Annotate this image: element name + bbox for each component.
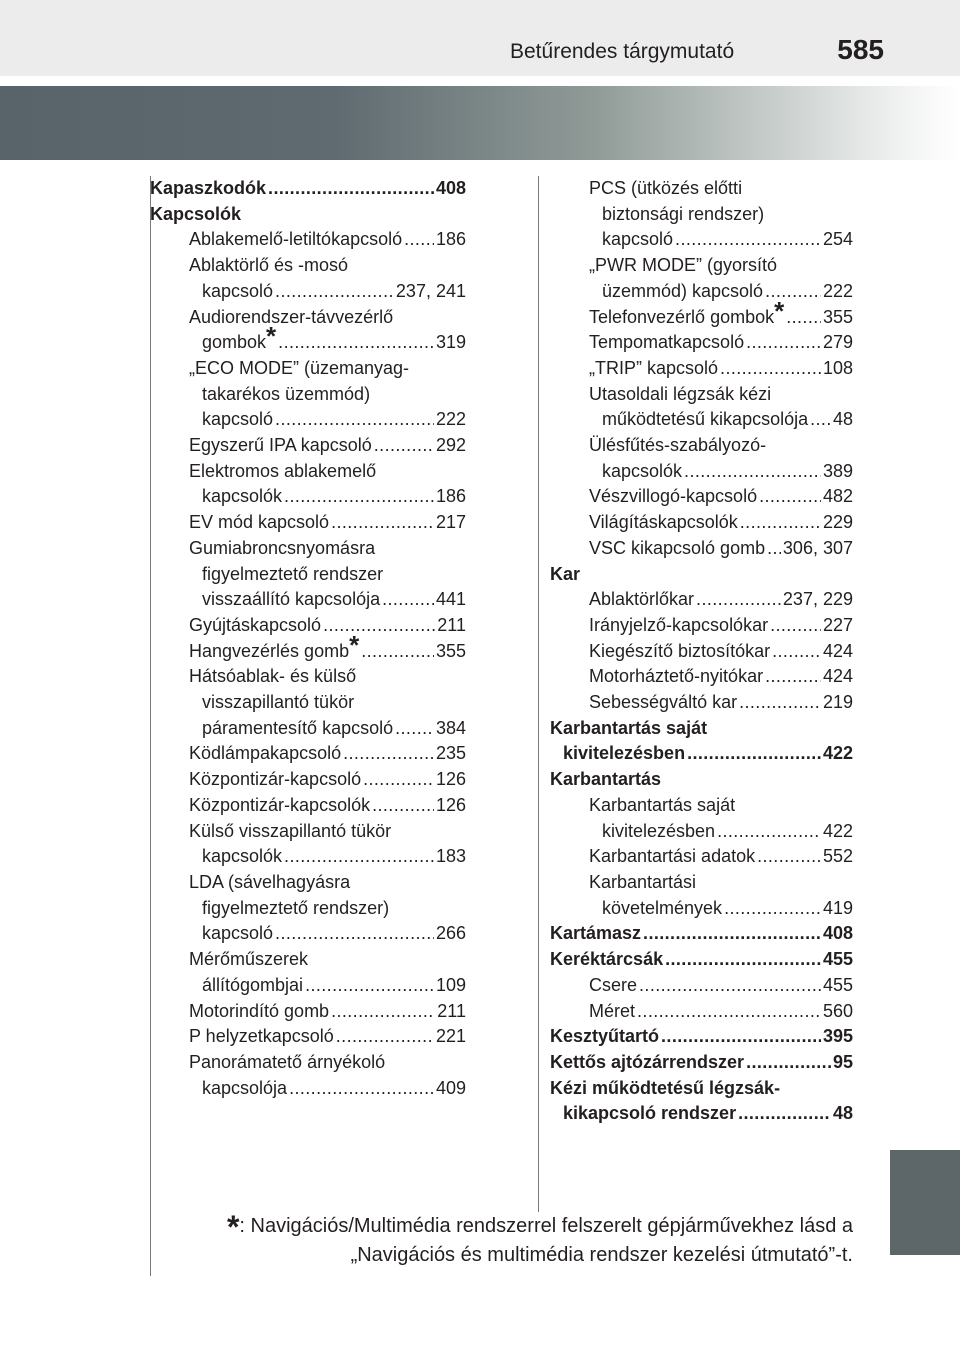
page-reference: 279	[822, 332, 853, 353]
page-reference: 222	[822, 280, 853, 301]
leader-dots	[675, 227, 821, 253]
index-entry-line: biztonsági rendszer)	[602, 203, 765, 224]
page-reference: 422	[822, 743, 853, 764]
index-entry	[550, 227, 853, 253]
index-entry-line: Mérőműszerek	[189, 949, 309, 970]
index-entry	[550, 562, 853, 588]
index-entry	[550, 741, 853, 767]
leader-dots	[374, 433, 434, 459]
index-entry	[150, 484, 466, 510]
leader-dots	[810, 407, 831, 433]
index-entry-label: páramentesítő kapcsoló	[202, 717, 394, 738]
index-entry	[550, 664, 853, 690]
index-entry-line: figyelmeztető rendszer)	[202, 897, 390, 918]
index-entry	[150, 999, 466, 1025]
index-entry-line: Audiorendszer-távvezérlő	[189, 306, 394, 327]
page-reference: 48	[832, 1103, 853, 1124]
leader-dots	[717, 819, 821, 845]
index-entry-label: P helyzetkapcsoló	[189, 1026, 334, 1047]
index-entry-label: Vészvillogó-kapcsoló	[589, 486, 758, 507]
index-entry	[150, 741, 466, 767]
footnote	[190, 1209, 853, 1270]
page-reference: 292	[435, 435, 466, 456]
page-reference: 306, 307	[782, 537, 853, 558]
page-reference: 419	[822, 897, 853, 918]
thumb-index-tab	[890, 1150, 960, 1255]
index-entry	[550, 1050, 853, 1076]
index-entry-label: állítógombjai	[202, 974, 304, 995]
index-entry-label: kivitelezésben	[563, 743, 686, 764]
index-entry	[150, 1024, 466, 1050]
index-entry	[550, 896, 853, 922]
leader-dots	[765, 664, 821, 690]
page-reference: 237, 241	[395, 280, 466, 301]
index-entry	[150, 321, 466, 356]
index-entry-label: Kapaszkodók	[150, 178, 267, 198]
index-entry-label: Hangvezérlés gomb*	[189, 629, 360, 661]
index-entry-label: Tempomatkapcsoló	[589, 332, 745, 353]
index-column-right	[550, 176, 853, 1127]
gradient-banner	[0, 86, 960, 160]
page-reference: 424	[822, 666, 853, 687]
page-reference: 355	[822, 306, 853, 327]
index-entry-line: LDA (sávelhagyásra	[189, 871, 351, 892]
index-entry-label: kapcsolók	[202, 846, 283, 867]
index-entry	[150, 716, 466, 742]
page-reference: 355	[435, 640, 466, 661]
leader-dots	[772, 639, 821, 665]
index-entry	[550, 767, 853, 793]
leader-dots	[289, 1076, 434, 1102]
page-reference: 560	[822, 1000, 853, 1021]
footnote-marker: *	[266, 321, 277, 352]
footnote-star-icon: *	[226, 1209, 240, 1245]
leader-dots	[284, 844, 434, 870]
leader-dots	[331, 999, 435, 1025]
index-entry	[150, 227, 466, 253]
index-entry	[550, 1101, 853, 1127]
index-entry-line: „ECO MODE” (üzemanyag-	[189, 357, 410, 378]
index-entry-label: Keréktárcsák	[550, 949, 664, 970]
leader-dots	[661, 1024, 821, 1050]
leader-dots	[684, 459, 821, 485]
index-entry-label: gombok*	[202, 321, 277, 353]
index-entry-label: Központizár-kapcsoló	[189, 769, 362, 790]
index-entry-label: Kettős ajtózárrendszer	[550, 1051, 745, 1072]
index-entry-label: Ablaktörlőkar	[589, 589, 695, 610]
index-entry-line: Panorámatető árnyékoló	[189, 1051, 386, 1072]
page-reference: 482	[822, 486, 853, 507]
page-reference: 552	[822, 846, 853, 867]
page-reference: 441	[435, 589, 466, 610]
page-reference: 266	[435, 923, 466, 944]
page-reference: 227	[822, 614, 853, 635]
page-reference: 222	[435, 409, 466, 430]
index-entry-label: „TRIP” kapcsoló	[589, 357, 719, 378]
index-entry-label: kapcsoló	[602, 229, 674, 250]
index-entry-line: Hátsóablak- és külső	[189, 666, 357, 687]
leader-dots	[363, 767, 434, 793]
index-entry	[550, 356, 853, 382]
page-reference: 219	[822, 692, 853, 713]
index-entry	[150, 202, 466, 228]
leader-dots	[786, 305, 821, 331]
index-entry-label: Egyszerű IPA kapcsoló	[189, 435, 372, 456]
page-reference: 408	[435, 178, 466, 198]
page-reference: 211	[437, 614, 466, 635]
index-entry	[150, 844, 466, 870]
index-entry-label: Motorháztető-nyitókar	[589, 666, 764, 687]
index-entry	[150, 793, 466, 819]
leader-dots	[331, 510, 434, 536]
index-entry	[550, 973, 853, 999]
index-entry-line: Kézi működtetésű légzsák-	[550, 1077, 781, 1098]
page-reference: 455	[822, 974, 853, 995]
index-entry-label: Ködlámpakapcsoló	[189, 743, 342, 764]
leader-dots	[740, 510, 821, 536]
index-entry-label: kapcsoló	[202, 280, 274, 301]
page-reference: 237, 229	[782, 589, 853, 610]
index-entry-label: Csere	[589, 974, 638, 995]
index-entry-label: VSC kikapcsoló gomb	[589, 537, 766, 558]
leader-dots	[724, 896, 821, 922]
index-entry	[550, 536, 853, 562]
index-entry	[550, 999, 853, 1025]
index-entry	[550, 279, 853, 305]
page-reference: 95	[832, 1051, 853, 1072]
page-reference: 221	[435, 1026, 466, 1047]
index-entry-line: Külső visszapillantó tükör	[189, 820, 392, 841]
index-entry	[150, 629, 466, 665]
page-reference: 211	[437, 1000, 466, 1021]
page-reference: 186	[435, 229, 466, 250]
index-entry-label: Karbantartási adatok	[589, 846, 756, 867]
leader-dots	[268, 176, 434, 202]
leader-dots	[767, 536, 781, 562]
leader-dots	[757, 844, 821, 870]
page-reference: 183	[435, 846, 466, 867]
footnote-line-2: „Navigációs és multimédia rendszer kezelési útmutató”-t.	[350, 1244, 853, 1266]
leader-dots	[275, 407, 434, 433]
leader-dots	[739, 690, 821, 716]
page-reference: 424	[822, 640, 853, 661]
index-entry	[150, 279, 466, 305]
index-entry-label: EV mód kapcsoló	[189, 512, 330, 533]
index-entry-label: Gyújtáskapcsoló	[189, 614, 322, 635]
index-entry-label: üzemmód) kapcsoló	[602, 280, 764, 301]
index-entry-label: Kar	[550, 563, 581, 584]
page-reference: 395	[822, 1026, 853, 1047]
page-reference: 319	[435, 332, 466, 353]
leader-dots	[746, 1050, 831, 1076]
index-entry-label: Kesztyűtartó	[550, 1026, 660, 1047]
footnote-marker: *	[349, 629, 360, 660]
page-number: 585	[837, 34, 884, 65]
index-entry-label: működtetésű kikapcsolója	[602, 409, 809, 430]
index-entry-label: Motorindító gomb	[189, 1000, 330, 1021]
index-entry	[550, 844, 853, 870]
page-reference: 126	[435, 769, 466, 790]
index-entry-label: Központizár-kapcsolók	[189, 794, 371, 815]
page-reference: 217	[435, 512, 466, 533]
leader-dots	[336, 1024, 434, 1050]
index-entry-label: kapcsolók	[602, 460, 683, 481]
page-reference: 455	[822, 949, 853, 970]
index-entry-label: Világításkapcsolók	[589, 512, 738, 533]
page-reference: 229	[822, 512, 853, 533]
index-entry-label: Telefonvezérlő gombok*	[589, 295, 785, 327]
leader-dots	[720, 356, 821, 382]
index-entry-label: kikapcsoló rendszer	[563, 1103, 737, 1124]
index-entry	[550, 295, 853, 331]
index-entry-label: Kartámasz	[550, 923, 642, 944]
leader-dots	[395, 716, 434, 742]
index-entry	[550, 330, 853, 356]
index-entry	[550, 407, 853, 433]
index-entry	[550, 484, 853, 510]
leader-dots	[275, 921, 434, 947]
page-reference: 108	[822, 357, 853, 378]
page-reference: 109	[435, 974, 466, 995]
leader-dots	[665, 947, 821, 973]
section-title: Betűrendes tárgymutató	[510, 40, 735, 63]
index-entry	[150, 433, 466, 459]
leader-dots	[382, 587, 434, 613]
page-reference: 422	[822, 820, 853, 841]
leader-dots	[696, 587, 781, 613]
index-entry-label: Karbantartás	[550, 769, 662, 790]
header-band	[0, 0, 960, 76]
leader-dots	[770, 613, 821, 639]
leader-dots	[305, 973, 434, 999]
index-entry-line: Utasoldali légzsák kézi	[589, 383, 772, 404]
page-reference: 235	[435, 743, 466, 764]
index-entry-label: kapcsolók	[202, 486, 283, 507]
index-entry	[150, 921, 466, 947]
leader-dots	[284, 484, 434, 510]
page-reference: 254	[822, 229, 853, 250]
index-entry	[550, 510, 853, 536]
page-reference: 384	[435, 717, 466, 738]
leader-dots	[323, 613, 435, 639]
leader-dots	[746, 330, 821, 356]
footnote-marker: *	[774, 295, 785, 326]
leader-dots	[361, 639, 434, 665]
index-entry-line: Karbantartási	[589, 871, 697, 892]
column-divider	[538, 176, 539, 1212]
index-entry-label: Kapcsolók	[150, 203, 242, 224]
index-entry-label: követelmények	[602, 897, 723, 918]
index-entry-line: Karbantartás saját	[550, 717, 708, 738]
leader-dots	[275, 279, 394, 305]
index-column-left	[150, 176, 466, 1101]
index-entry-line: takarékos üzemmód)	[202, 383, 371, 404]
page-reference: 126	[435, 794, 466, 815]
index-entry	[550, 587, 853, 613]
leader-dots	[343, 741, 434, 767]
index-entry-label: Irányjelző-kapcsolókar	[589, 614, 769, 635]
index-entry	[150, 176, 466, 202]
footnote-line-1: *: Navigációs/Multimédia rendszerrel felszerelt gépjárművekhez lásd a	[226, 1209, 853, 1245]
index-entry-label: kapcsoló	[202, 409, 274, 430]
index-entry-line: PCS (ütközés előtti	[589, 178, 743, 198]
index-entry-label: visszaállító kapcsolója	[202, 589, 381, 610]
index-entry	[550, 613, 853, 639]
index-entry	[150, 767, 466, 793]
index-entry-label: Méret	[589, 1000, 636, 1021]
index-entry	[550, 639, 853, 665]
index-entry	[150, 510, 466, 536]
leader-dots	[404, 227, 434, 253]
page-reference: 408	[822, 923, 853, 944]
index-entry-label: Kiegészítő biztosítókar	[589, 640, 771, 661]
leader-dots	[637, 999, 821, 1025]
index-entry	[550, 459, 853, 485]
index-entry-line: Elektromos ablakemelő	[189, 460, 377, 481]
leader-dots	[278, 330, 434, 356]
leader-dots	[643, 921, 821, 947]
index-entry-line: Ablaktörlő és -mosó	[189, 255, 349, 276]
index-entry	[550, 690, 853, 716]
page-reference: 48	[832, 409, 853, 430]
index-entry	[550, 1024, 853, 1050]
leader-dots	[372, 793, 434, 819]
index-entry-line: Gumiabroncsnyomásra	[189, 537, 376, 558]
page-reference: 409	[435, 1077, 466, 1098]
index-entry-label: kivitelezésben	[602, 820, 716, 841]
index-entry	[550, 921, 853, 947]
index-entry	[150, 973, 466, 999]
page-reference: 186	[435, 486, 466, 507]
index-entry	[550, 947, 853, 973]
index-entry-line: visszapillantó tükör	[202, 692, 355, 713]
leader-dots	[759, 484, 821, 510]
index-entry-line: figyelmeztető rendszer	[202, 563, 384, 584]
index-entry-label: Sebességváltó kar	[589, 692, 738, 713]
index-entry	[550, 819, 853, 845]
leader-dots	[687, 741, 821, 767]
leader-dots	[738, 1101, 831, 1127]
index-entry	[150, 407, 466, 433]
index-entry-label: kapcsoló	[202, 923, 274, 944]
page-reference: 389	[822, 460, 853, 481]
index-entry	[150, 1076, 466, 1102]
index-entry-line: Ülésfűtés-szabályozó-	[589, 435, 767, 456]
index-entry	[150, 587, 466, 613]
leader-dots	[639, 973, 821, 999]
index-entry-line: Karbantartás saját	[589, 794, 736, 815]
index-entry-label: kapcsolója	[202, 1077, 288, 1098]
index-entry-line: „PWR MODE” (gyorsító	[589, 255, 778, 276]
index-entry	[150, 613, 466, 639]
index-entry-label: Ablakemelő-letiltókapcsoló	[189, 229, 403, 250]
